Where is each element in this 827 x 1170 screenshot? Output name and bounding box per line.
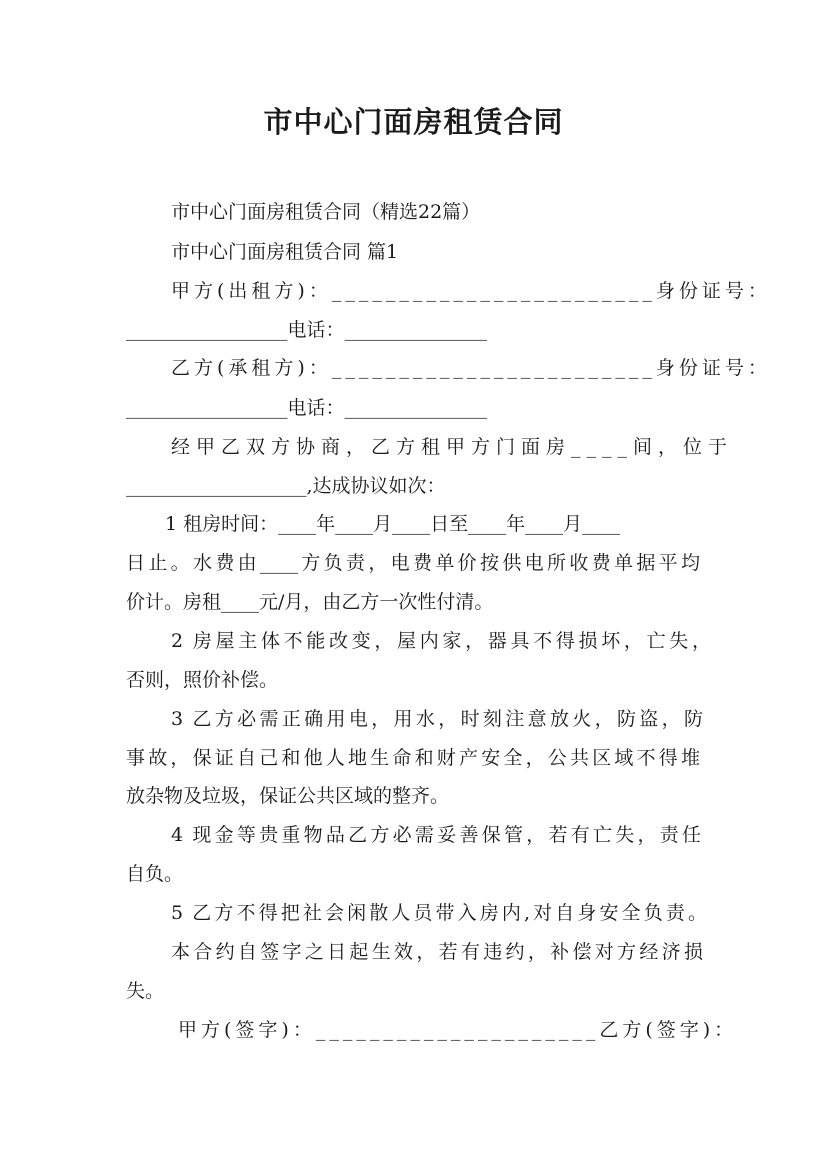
section-heading: 市中心门面房租赁合同 篇1 xyxy=(171,241,399,263)
clause-4-line: 4 现金等贵重物品乙方必需妥善保管，若有亡失，责任 xyxy=(171,824,701,846)
party-b-phone-line: _________________电话：_______________ xyxy=(126,397,488,419)
clause-1-line: 1 租房时间：____年____月____日至____年____月____ xyxy=(165,513,621,535)
paragraph-line: ___________________,达成协议如次： xyxy=(126,475,446,497)
clause-3-line: 事故，保证自己和他人地生命和财产安全，公共区域不得堆 xyxy=(126,747,700,769)
party-a-line: 甲方(出租方)：________________________身份证号： xyxy=(171,280,771,302)
closing-line: 失。 xyxy=(126,980,165,1002)
signature-line: 甲方(签字)：_____________________乙方(签字)： xyxy=(178,1019,738,1041)
clause-1-line: 价计。房租____元/月，由乙方一次性付清。 xyxy=(126,591,494,613)
clause-4-line: 自负。 xyxy=(126,863,184,885)
clause-3-line: 放杂物及垃圾，保证公共区域的整齐。 xyxy=(126,785,450,807)
clause-1-line: 日止。水费由____方负责，电费单价按供电所收费单据平均 xyxy=(126,552,700,574)
party-b-line: 乙方(承租方)：________________________身份证号： xyxy=(171,357,771,379)
clause-5-line: 5 乙方不得把社会闲散人员带入房内,对自身安全负责。 xyxy=(171,902,707,924)
document-title: 市中心门面房租赁合同 xyxy=(263,105,564,139)
subtitle-line: 市中心门面房租赁合同（精选22篇） xyxy=(171,201,481,223)
clause-2-line: 2 房屋主体不能改变，屋内家，器具不得损坏，亡失， xyxy=(171,630,711,652)
party-a-phone-line: _________________电话：_______________ xyxy=(126,319,488,341)
clause-2-line: 否则，照价补偿。 xyxy=(126,669,279,691)
paragraph-line: 经甲乙双方协商，乙方租甲方门面房____间，位于 xyxy=(171,436,734,458)
clause-3-line: 3 乙方必需正确用电，用水，时刻注意放火，防盗，防 xyxy=(171,708,703,730)
closing-line: 本合约自签字之日起生效，若有违约，补偿对方经济损 xyxy=(171,941,703,963)
